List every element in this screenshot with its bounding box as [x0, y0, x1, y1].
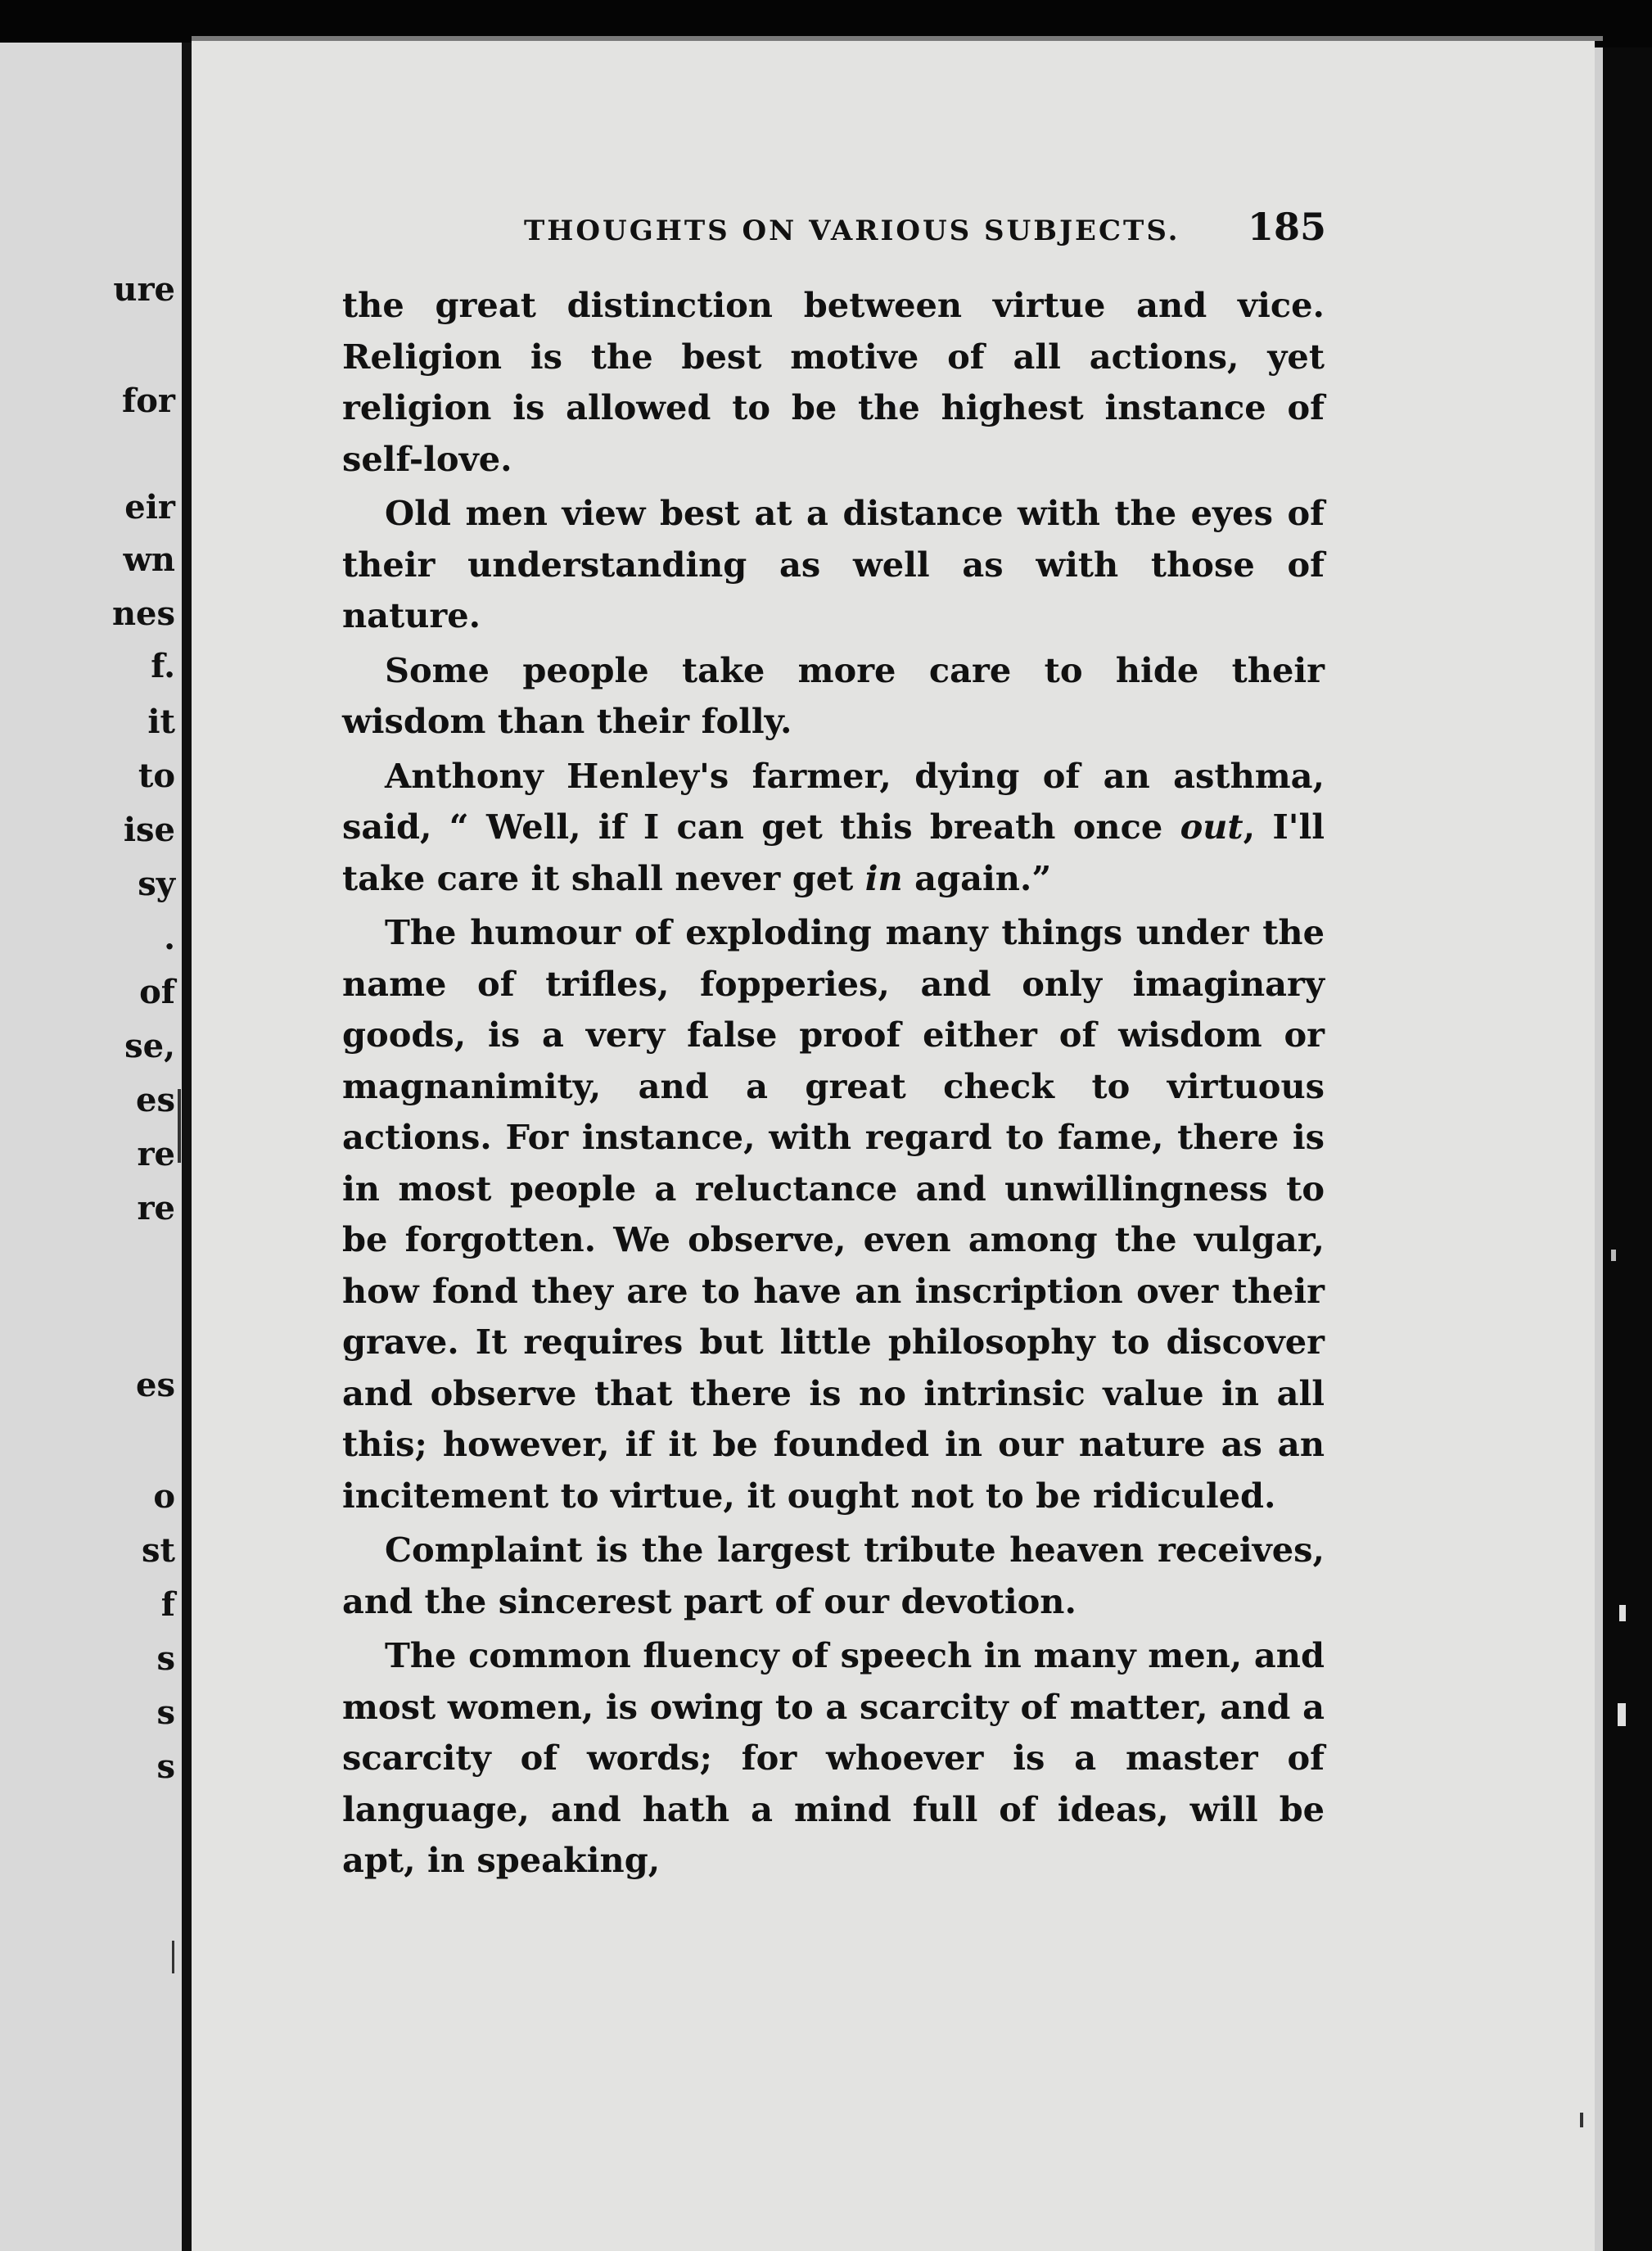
left-fragment: ise	[123, 811, 175, 849]
scan-speck	[1611, 1250, 1616, 1261]
left-fragment: s	[156, 1639, 175, 1678]
scan-speck	[1618, 1703, 1626, 1726]
left-fragment: es	[136, 1366, 175, 1404]
paragraph: The common fluency of speech in many men, and most women, is owing to a scarcity of matter, and a scarcity of words; for whoever is a master of language, and hath a mind full of ideas, will be apt, in speaking,	[342, 1635, 1325, 1880]
left-fragment: f.	[151, 647, 175, 685]
left-fragment: to	[138, 757, 175, 795]
left-fragment: f	[160, 1585, 175, 1624]
left-fragment: nes	[111, 594, 175, 633]
left-fragment: of	[139, 973, 175, 1011]
italic-word: out	[1180, 807, 1244, 847]
left-fragment: .	[164, 919, 175, 957]
paragraph: the great distinction between virtue and vice. Religion is the best motive of all actions, yet religion is allowed to be the highest instance of self-love.	[342, 285, 1325, 479]
scan-speck	[1580, 2113, 1583, 2127]
left-fragment: s	[156, 1747, 175, 1786]
left-fragment: re	[137, 1189, 175, 1227]
left-fragment: s	[156, 1693, 175, 1732]
scan-speck	[178, 1089, 181, 1163]
left-fragment: se,	[124, 1027, 175, 1065]
scan-speck	[1619, 1605, 1626, 1621]
page-number: 185	[1247, 205, 1326, 249]
paragraph: Some people take more care to hide their wisdom than their folly.	[342, 649, 1325, 741]
left-fragment: ure	[113, 270, 175, 309]
italic-word: in	[864, 857, 903, 898]
left-fragment: o	[153, 1477, 175, 1516]
paragraph-text: Anthony Henley's farmer, dying of an asthma, said, “ Well, if I can get this breath once	[342, 755, 1325, 847]
left-fragment: it	[147, 703, 175, 741]
left-fragment: re	[137, 1135, 175, 1173]
paragraph: Old men view best at a distance with the eyes of their understanding as well as with those of nature.	[342, 493, 1325, 635]
paragraph-text: again.”	[902, 857, 1052, 898]
left-fragment: for	[122, 382, 175, 420]
paragraph: Complaint is the largest tribute heaven receives, and the sincerest part of our devotion.	[342, 1530, 1325, 1621]
paragraph: The humour of exploding many things under the name of trifles, fopperies, and only imaginary goods, is a very false proof either of wisdom or magnanimity, and a great check to virtuous actions. For instance, with regard to fame, there is in most people a reluctance and unwillingness to be forgotten. We observe, even among the vulgar, how fond they are to have an inscription over their grave. It requires but little philosophy to discover and observe that there is no intrinsic value in all this; however, if it be founded in our nature as an incitement to virtue, it ought not to be ridiculed.	[342, 912, 1325, 1516]
left-fragment: st	[142, 1531, 175, 1570]
left-fragment: es	[136, 1081, 175, 1119]
left-fragment: wn	[123, 540, 175, 579]
left-fragment: sy	[138, 865, 175, 903]
running-head: THOUGHTS ON VARIOUS SUBJECTS.	[524, 215, 1180, 247]
paragraph-text: , I'll take care it shall never get	[342, 807, 1325, 898]
scan-speck	[172, 1941, 174, 1973]
left-fragment: eir	[124, 488, 175, 527]
